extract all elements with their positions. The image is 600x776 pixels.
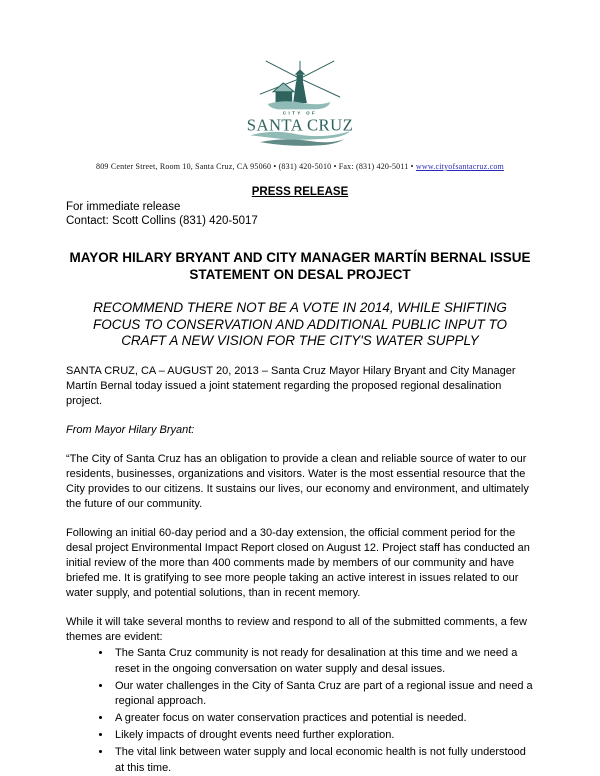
letterhead-address [66,162,534,171]
paragraph-quote-open: “The City of Santa Cruz has an obligation to provide a clean and reliable source of water to our residents, businesses, organizations and visitors. Water is the most essential resource that the City provides to our citizens. It sustains our lives, our economy and environment, and ultimately the future of our community. [66,452,529,510]
city-logo [66,0,534,153]
website-link[interactable]: www.cityofsantacruz.com [415,162,504,171]
bullet-item: • The Santa Cruz community is not ready for desalination at this time and we need a reset in the ongoing conversation on water supply and desal issues. [112,646,534,677]
themes-bullet-list [66,646,534,776]
svg-text:SANTA CRUZ: SANTA CRUZ [246,115,354,135]
press-release-label: PRESS RELEASE [251,186,349,198]
bullet-item: • Our water challenges in the City of Santa Cruz are part of a regional issue and need a regional approach. [112,679,534,710]
paragraph-comment-period: Following an initial 60-day period and a 30-day extension, the official comment period for the desal project Environmental Impact Report closed on August 12. Project staff has conducted an initial review of the more than 400 comments made by members of our community and have briefed me. It is gratifying to see more people taking an active interest in issues related to our water supply, and potential solutions, than in recent memory. [66,526,530,599]
release-line: For immediate release [66,201,181,213]
attribution-line: From Mayor Hilary Bryant: [66,423,195,436]
bullet-item: • Likely impacts of drought events need further exploration. [112,728,534,744]
body-text [66,364,534,776]
svg-text:CITY OF: CITY OF [282,110,318,116]
dateline-paragraph: SANTA CRUZ, CA – AUGUST 20, 2013 – Santa Cruz Mayor Hilary Bryant and City Manager Martín Bernal today issued a joint statement regarding the proposed regional desalination project. [66,364,516,407]
santa-cruz-lighthouse-icon [246,58,354,148]
headline: MAYOR HILARY BRYANT AND CITY MANAGER MARTÍN BERNAL ISSUE STATEMENT ON DESAL PROJECT [69,250,531,282]
contact-line: Contact: Scott Collins (831) 420-5017 [66,215,258,227]
paragraph-themes-intro: While it will take several months to review and respond to all of the submitted comments, a few themes are evident: [66,615,527,643]
bullet-item: • The vital link between water supply and local economic health is not fully understood at this time. [112,745,534,776]
subheadline: RECOMMEND THERE NOT BE A VOTE IN 2014, WHILE SHIFTING FOCUS TO CONSERVATION AND ADDITIONAL PUBLIC INPUT TO CRAFT A NEW VISION FOR THE CITY'S WATER SUPPLY [92,300,508,348]
address-text: 809 Center Street, Room 10, Santa Cruz, CA 95060 • (831) 420-5010 • Fax: (831) 420-5011 • [96,162,416,171]
bullet-item: • A greater focus on water conservation practices and potential is needed. [112,711,534,727]
